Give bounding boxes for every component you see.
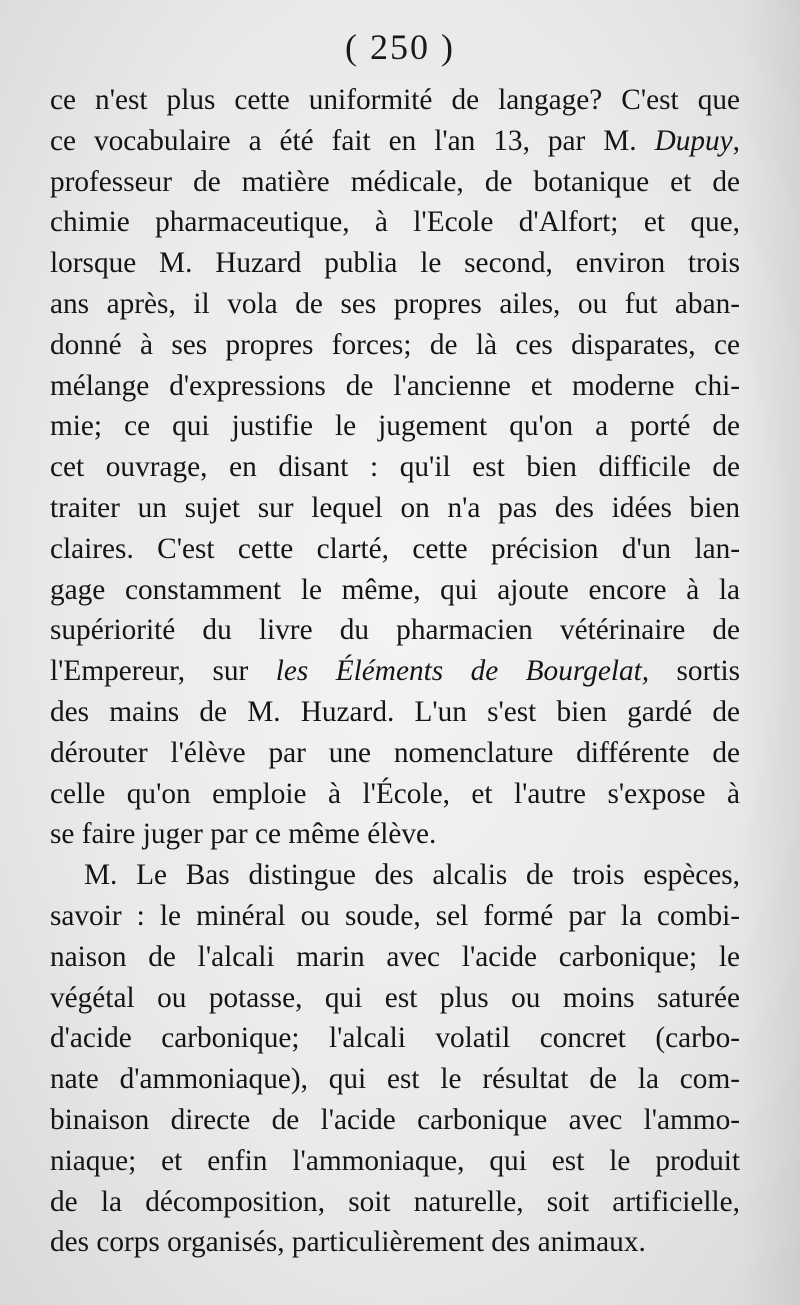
text-line bbox=[50, 447, 740, 488]
text-line bbox=[50, 774, 740, 815]
text-line-content: traiter un sujet sur lequel on n'a pas des idées bien bbox=[50, 491, 740, 524]
italic-text: Dupuy bbox=[654, 124, 733, 157]
text-line bbox=[50, 692, 740, 733]
text-line-content: cet ouvrage, en disant : qu'il est bien difficile de bbox=[50, 451, 740, 484]
text-line bbox=[50, 937, 740, 978]
text-line-content: ce vocabulaire a été fait en l'an 13, par M. bbox=[50, 124, 655, 157]
text-line-content: M. Le Bas distingue des alcalis de trois espèces, bbox=[84, 859, 740, 892]
text-line bbox=[50, 1059, 740, 1100]
text-line-content: ans après, il vola de ses propres ailes, ou fut aban- bbox=[50, 287, 740, 320]
body-text bbox=[50, 80, 740, 1263]
paragraph bbox=[50, 80, 740, 855]
text-line-content: de la décomposition, soit naturelle, soit artificielle, bbox=[50, 1185, 740, 1218]
text-line bbox=[50, 610, 740, 651]
text-line-content: lorsque M. Huzard publia le second, environ trois bbox=[50, 247, 740, 280]
text-line-content: ce n'est plus cette uniformité de langage? C'est que bbox=[50, 84, 740, 116]
text-line-content: des mains de M. Huzard. L'un s'est bien gardé de bbox=[50, 695, 740, 728]
italic-text: les Éléments de Bourgelat, bbox=[275, 655, 650, 688]
text-line-content: donné à ses propres forces; de là ces disparates, ce bbox=[50, 328, 740, 361]
text-line bbox=[50, 366, 740, 407]
text-line bbox=[50, 1018, 740, 1059]
text-line-content: supériorité du livre du pharmacien vétérinaire de bbox=[50, 614, 740, 647]
text-line-content: naison de l'alcali marin avec l'acide carbonique; le bbox=[50, 940, 740, 973]
text-line bbox=[50, 570, 740, 611]
text-line bbox=[50, 121, 740, 162]
text-line bbox=[50, 1100, 740, 1141]
text-line bbox=[50, 855, 740, 896]
text-line bbox=[50, 80, 740, 121]
text-line bbox=[50, 325, 740, 366]
paragraph bbox=[50, 855, 740, 1263]
text-line bbox=[50, 162, 740, 203]
text-line bbox=[50, 1182, 740, 1223]
text-line-content: professeur de matière médicale, de botanique et de bbox=[50, 165, 740, 198]
text-line bbox=[50, 1222, 740, 1263]
text-line bbox=[50, 896, 740, 937]
text-line-content: gage constamment le même, qui ajoute encore à la bbox=[50, 573, 740, 606]
text-line-content: binaison directe de l'acide carbonique avec l'ammo- bbox=[50, 1103, 740, 1136]
text-line-content: celle qu'on emploie à l'École, et l'autre s'expose à bbox=[50, 777, 740, 810]
text-line bbox=[50, 529, 740, 570]
text-line-content: nate d'ammoniaque), qui est le résultat de la com- bbox=[50, 1063, 740, 1096]
text-line bbox=[50, 651, 740, 692]
page-number: ( 250 ) bbox=[345, 27, 455, 67]
text-line-content: niaque; et enfin l'ammoniaque, qui est le produit bbox=[50, 1144, 740, 1177]
text-line-content: mie; ce qui justifie le jugement qu'on a porté de bbox=[50, 410, 740, 443]
text-line-content: dérouter l'élève par une nomenclature différente de bbox=[50, 736, 740, 769]
text-line-content: savoir : le minéral ou soude, sel formé par la combi- bbox=[50, 899, 740, 932]
text-line-tail: , bbox=[732, 124, 740, 157]
text-line-content: se faire juger par ce même élève. bbox=[50, 818, 437, 851]
text-line bbox=[50, 243, 740, 284]
text-line bbox=[50, 284, 740, 325]
text-line-content: chimie pharmaceutique, à l'Ecole d'Alfort; et que, bbox=[50, 206, 740, 239]
text-line-tail: sortis bbox=[649, 655, 741, 688]
text-line-content: d'acide carbonique; l'alcali volatil concret (carbo- bbox=[50, 1022, 740, 1055]
text-line-content: végétal ou potasse, qui est plus ou moins saturée bbox=[50, 981, 740, 1014]
page-edge-shadow bbox=[740, 0, 800, 1305]
text-line bbox=[50, 733, 740, 774]
text-line bbox=[50, 406, 740, 447]
text-line-content: claires. C'est cette clarté, cette précision d'un lan- bbox=[50, 532, 740, 565]
text-line bbox=[50, 978, 740, 1019]
text-line bbox=[50, 814, 740, 855]
text-line bbox=[50, 488, 740, 529]
text-line-content: des corps organisés, particulièrement des animaux. bbox=[50, 1226, 646, 1259]
text-line bbox=[50, 202, 740, 243]
text-line-content: l'Empereur, sur bbox=[50, 655, 276, 688]
text-line-content: mélange d'expressions de l'ancienne et moderne chi- bbox=[50, 369, 740, 402]
text-line bbox=[50, 1141, 740, 1182]
